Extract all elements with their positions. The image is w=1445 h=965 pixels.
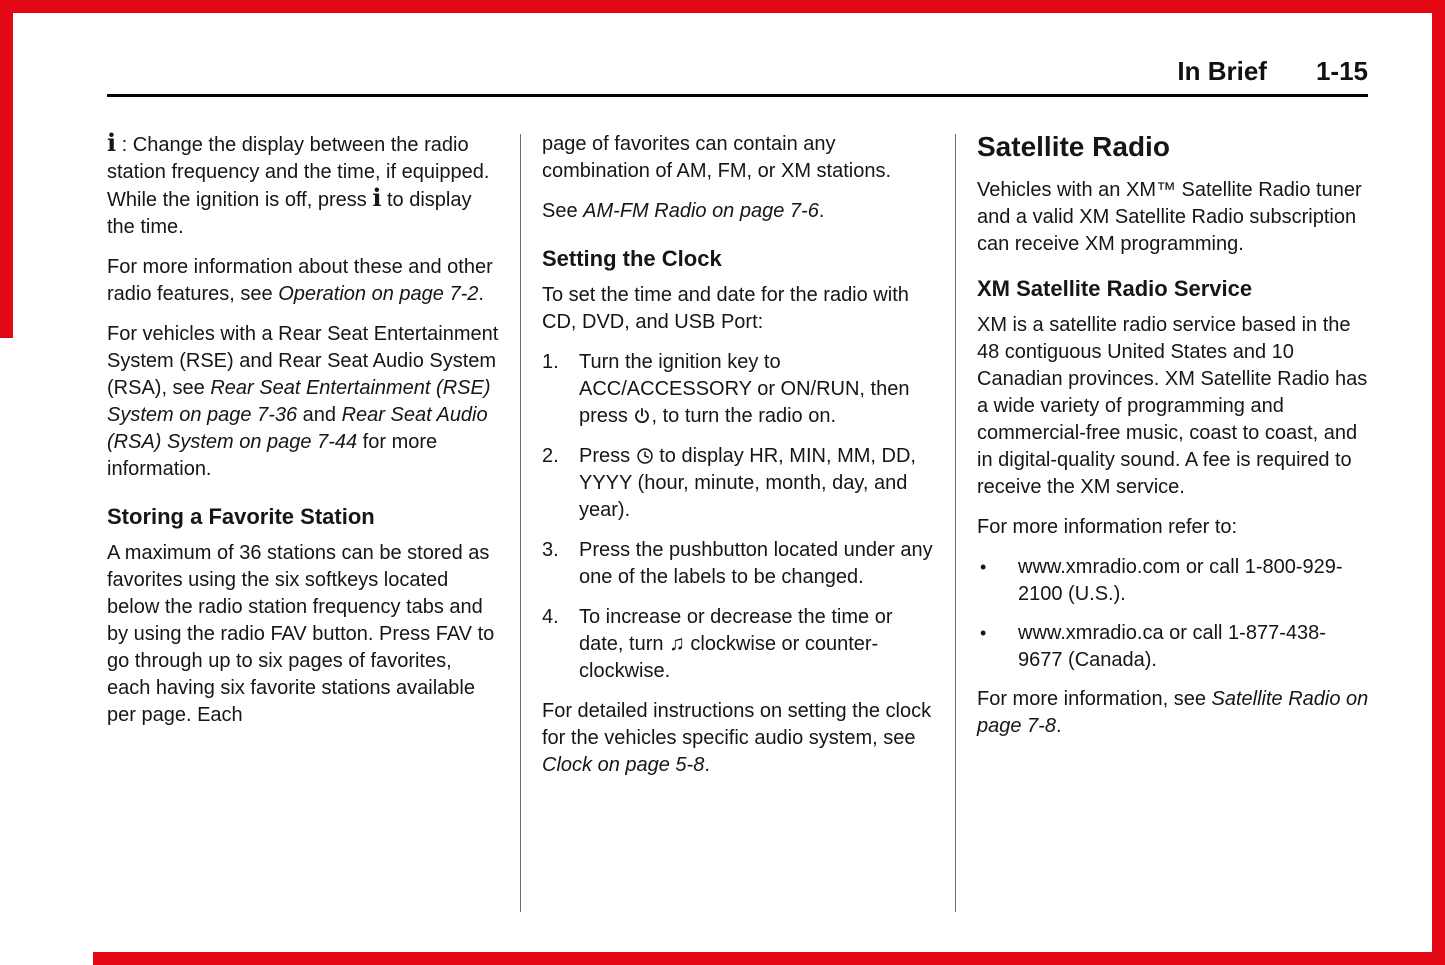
paragraph-refer-to: For more information refer to: [977,516,1238,538]
text-run: to display HR, MIN, MM, DD, YYYY (hour, minute, month, day, and year). [579,445,916,521]
bullet-text: www.xmradio.ca or call 1-877-438-9677 (Canada). [1018,622,1326,671]
step-text [579,443,934,524]
clock-step-4 [542,604,934,685]
page-edge-right [1432,0,1445,965]
text-run: . [1055,715,1062,737]
clock-step-2 [542,443,934,524]
content-columns [107,128,1369,912]
page-number: 1-15 [1315,56,1368,86]
page-edge-top [0,0,1445,13]
cross-reference: Rear Seat Audio (RSA) System on page 7-44 [107,404,488,453]
text-run: . [478,283,484,305]
step-number: 3. [542,539,559,561]
cross-reference: Operation on page 7-2 [278,283,479,305]
text-run: For detailed instructions on setting the clock for the vehicles specific audio system, see [542,700,932,749]
column-2 [542,131,934,912]
clock-step-3 [542,537,934,591]
column-divider [955,134,956,912]
text-run: : Change the display between the radio station frequency and the time, if equipped. While the ignition is off, press [107,134,490,211]
cross-reference: Satellite Radio on page 7-8 [977,688,1369,737]
text-run: for more information. [107,431,438,480]
heading-satellite-radio: Satellite Radio [977,131,1170,162]
step-number: 1. [542,351,559,373]
clock-icon [636,447,654,465]
paragraph-xm-service: XM is a satellite radio service based in the 48 contiguous United States and 10 Canadian provinces. XM Satellite Radio has a wide variety of programming and commercial-free music, coast to coast, and in digital-quality sound. A fee is required to receive the XM service. [977,314,1368,498]
column-1 [107,128,499,912]
text-run: For more information about these and other radio features, see [107,256,493,305]
section-title: In Brief [1177,56,1267,86]
paragraph-clock-intro: To set the time and date for the radio with CD, DVD, and USB Port: [542,284,909,333]
column-divider [520,134,521,912]
cross-reference: Clock on page 5-8 [542,754,705,776]
cross-reference: Rear Seat Entertainment (RSE) System on page 7-36 [107,377,491,426]
step-text [579,349,934,430]
paragraph-favorites-continued: page of favorites can contain any combination of AM, FM, or XM stations. [542,133,892,182]
paragraph-info-button [107,128,499,241]
text-run: clockwise or counter-clockwise. [579,633,879,682]
info-button-icon: i [107,128,117,157]
text-run: See [542,200,584,222]
text-run: Turn the ignition key to ACC/ACCESSORY or ON/RUN, then press [579,351,910,427]
step-text: Press the pushbutton located under any one of the labels to be changed. [579,539,933,588]
bullet-item-xm-us [977,554,1369,608]
text-run: For vehicles with a Rear Seat Entertainment System (RSE) and Rear Seat Audio System (RSA), see [107,323,499,399]
step-number: 2. [542,445,559,467]
cross-reference: AM-FM Radio on page 7-6 [583,200,819,222]
text-run: For more information, see [977,688,1212,710]
text-run: To increase or decrease the time or date, turn [579,606,893,655]
paragraph-xm-intro: Vehicles with an XM™ Satellite Radio tuner and a valid XM Satellite Radio subscription can receive XM programming. [977,179,1362,255]
heading-xm-service: XM Satellite Radio Service [977,276,1253,301]
column-3 [977,131,1369,912]
power-icon [633,407,651,425]
page-edge-left [0,0,13,338]
text-run: . [818,200,825,222]
clock-step-1 [542,349,934,430]
paragraph-more-info [107,254,499,308]
paragraph-clock-details [542,698,934,779]
step-text [579,604,934,685]
heading-setting-the-clock: Setting the Clock [542,246,722,271]
page-edge-bottom [93,952,1445,965]
text-run: , to turn the radio on. [651,405,837,427]
bullet-text: www.xmradio.com or call 1-800-929-2100 (U.S.). [1018,556,1343,605]
bullet-item-xm-canada [977,620,1369,674]
text-run: . [704,754,710,776]
step-number: 4. [542,606,559,628]
info-button-icon: i [372,183,382,212]
paragraph-rear-seat [107,321,499,483]
text-run: and [297,404,342,426]
header-rule [107,94,1368,97]
music-note-icon: ♫ [669,632,685,655]
bullet-icon: • [980,623,987,643]
text-run: to display the time. [107,189,472,238]
bullet-icon: • [980,557,987,577]
paragraph-see-satellite-radio [977,686,1369,740]
text-run: Press [579,445,636,467]
heading-storing-favorite-station: Storing a Favorite Station [107,504,375,529]
paragraph-see-amfm [542,198,934,225]
paragraph-favorites: A maximum of 36 stations can be stored as favorites using the six softkeys located below the radio station frequency tabs and by using the radio FAV button. Press FAV to go through up to six pages of favorites, each having six favorite stations available per page. Each [107,542,495,726]
page-header [107,56,1368,87]
